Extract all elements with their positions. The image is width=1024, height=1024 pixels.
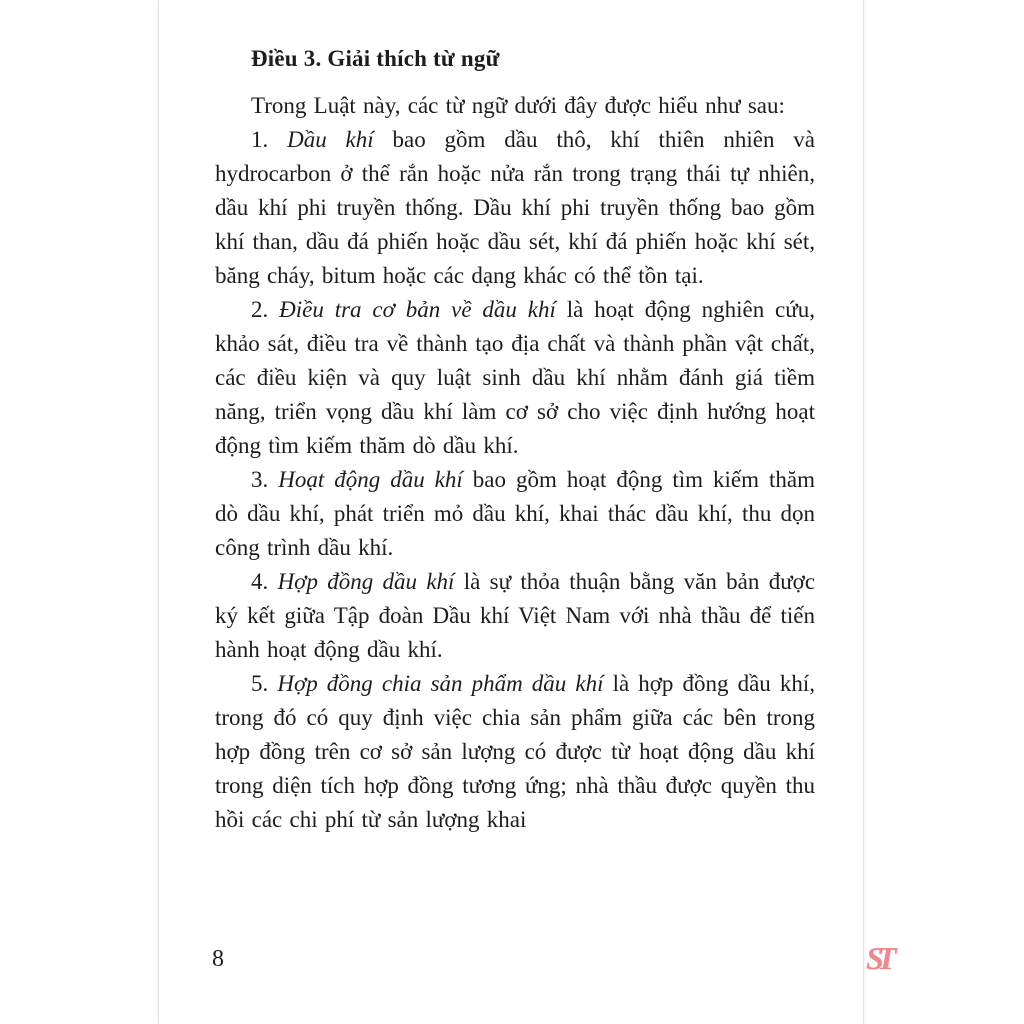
definition-number: 1.: [251, 127, 269, 152]
page-text-block: [215, 42, 815, 837]
definition-text: bao gồm dầu thô, khí thiên nhiên và hydrocarbon ở thể rắn hoặc nửa rắn trong trạng thái tự nhiên, dầu khí phi truyền thống. Dầu khí phi truyền thống bao gồm khí than, dầu đá phiến hoặc dầu sét, khí đá phiến hoặc khí sét, băng cháy, bitum hoặc các dạng khác có thể tồn tại.: [215, 127, 816, 288]
definition-paragraph: [215, 293, 815, 463]
definition-text: bao gồm hoạt động tìm kiếm thăm dò dầu khí, phát triển mỏ dầu khí, khai thác dầu khí, thu dọn công trình dầu khí.: [215, 467, 815, 560]
definition-text: là hợp đồng dầu khí, trong đó có quy định việc chia sản phẩm giữa các bên trong hợp đồng trên cơ sở sản lượng có được từ hoạt động dầu khí trong diện tích hợp đồng tương ứng; nhà thầu được quyền thu hồi các chi phí từ sản lượng khai: [215, 671, 816, 832]
definition-number: 5.: [251, 671, 269, 696]
definition-term: Hợp đồng dầu khí: [277, 569, 455, 594]
definition-number: 3.: [251, 467, 269, 492]
article-title: Điều 3. Giải thích từ ngữ: [251, 46, 500, 71]
publisher-logo-icon: ST: [866, 940, 890, 976]
intro-text: Trong Luật này, các từ ngữ dưới đây được hiểu như sau:: [251, 93, 785, 118]
intro-paragraph: [215, 89, 815, 123]
definition-paragraph: [215, 123, 815, 293]
definition-number: 2.: [251, 297, 269, 322]
definition-term: Hoạt động dầu khí: [278, 467, 463, 492]
definition-text: là hoạt động nghiên cứu, khảo sát, điều tra về thành tạo địa chất và thành phần vật chất, các điều kiện và quy luật sinh dầu khí nhằm đánh giá tiềm năng, triển vọng dầu khí làm cơ sở cho việc định hướng hoạt động tìm kiếm thăm dò dầu khí.: [215, 297, 815, 458]
definition-paragraph: [215, 565, 815, 667]
definition-text: là sự thỏa thuận bằng văn bản được ký kết giữa Tập đoàn Dầu khí Việt Nam với nhà thầu để tiến hành hoạt động dầu khí.: [215, 569, 816, 662]
definition-term: Hợp đồng chia sản phẩm dầu khí: [277, 671, 604, 696]
definition-paragraph: [215, 667, 815, 837]
definition-term: Điều tra cơ bản về dầu khí: [279, 297, 556, 322]
definition-number: 4.: [251, 569, 269, 594]
definition-paragraph: [215, 463, 815, 565]
definition-term: Dầu khí: [287, 127, 374, 152]
page-number: 8: [212, 946, 224, 972]
